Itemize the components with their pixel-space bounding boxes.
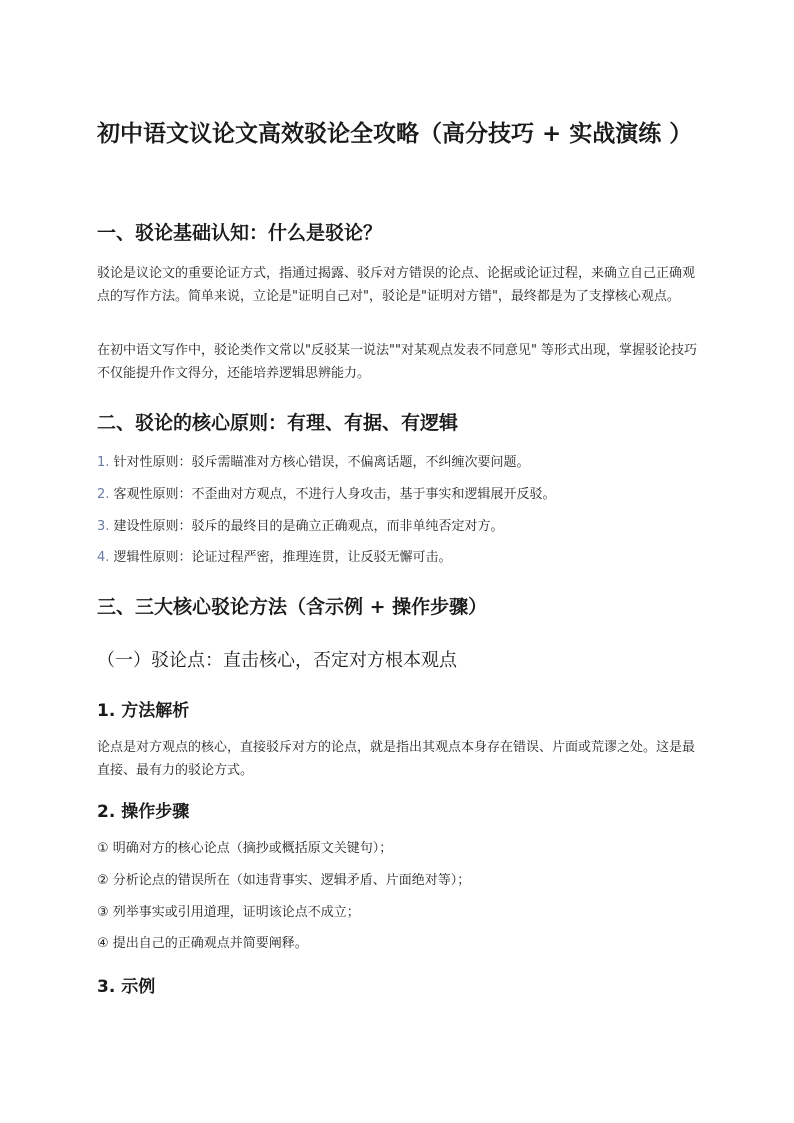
step-item: ① 明确对方的核心论点（摘抄或概括原文关键句）； (97, 841, 393, 856)
list-number: 1. (97, 455, 110, 470)
list-text: 逻辑性原则：论证过程严密，推理连贯，让反驳无懈可击。 (109, 550, 452, 565)
section1-paragraph-1: 驳论是议论文的重要论证方式，指通过揭露、驳斥对方错误的论点、论据或论证过程，来确立自己正确观点的写作方法。简单来说，立论是"证明自己对"，驳论是"证明对方错"，最终都是为了支撑核心观点。 (97, 266, 696, 304)
section2-heading: 二、驳论的核心原则：有理、有据、有逻辑 (97, 412, 459, 434)
principle-item (97, 484, 705, 506)
list-number: 4. (97, 550, 110, 565)
list-text: 建设性原则：驳斥的最终目的是确立正确观点，而非单纯否定对方。 (109, 519, 504, 534)
list-number: 3. (97, 519, 110, 534)
subsection1-heading: （一）驳论点：直击核心，否定对方根本观点 (97, 650, 457, 671)
list-text: 针对性原则：驳斥需瞄准对方核心错误，不偏离话题，不纠缠次要问题。 (109, 455, 530, 470)
principle-item (97, 516, 705, 538)
method-paragraph: 论点是对方观点的核心，直接驳斥对方的论点，就是指出其观点本身存在错误、片面或荒谬之处。这是最直接、最有力的驳论方式。 (97, 740, 696, 778)
list-text: 客观性原则：不歪曲对方观点，不进行人身攻击，基于事实和逻辑展开反驳。 (109, 487, 556, 502)
step-item: ④ 提出自己的正确观点并简要阐释。 (97, 936, 308, 951)
section1-paragraph-2: 在初中语文写作中，驳论类作文常以"反驳某一说法""对某观点发表不同意见" 等形式出现，掌握驳论技巧不仅能提升作文得分，还能培养逻辑思辨能力。 (97, 343, 698, 381)
step-item: ② 分析论点的错误所在（如违背事实、逻辑矛盾、片面绝对等）； (97, 873, 471, 888)
list-number: 2. (97, 487, 110, 502)
section3-heading: 三、三大核心驳论方法（含示例 + 操作步骤） (97, 596, 488, 618)
method-heading: 1. 方法解析 (97, 701, 190, 721)
step-item: ③ 列举事实或引用道理，证明该论点不成立； (97, 905, 360, 920)
document-title: 初中语文议论文高效驳论全攻略（高分技巧 + 实战演练 ） (97, 121, 693, 147)
example-heading: 3. 示例 (97, 977, 156, 997)
section1-heading: 一、驳论基础认知：什么是驳论？ (97, 222, 383, 244)
principle-item (97, 547, 705, 569)
steps-heading: 2. 操作步骤 (97, 802, 190, 822)
principle-item (97, 452, 705, 474)
